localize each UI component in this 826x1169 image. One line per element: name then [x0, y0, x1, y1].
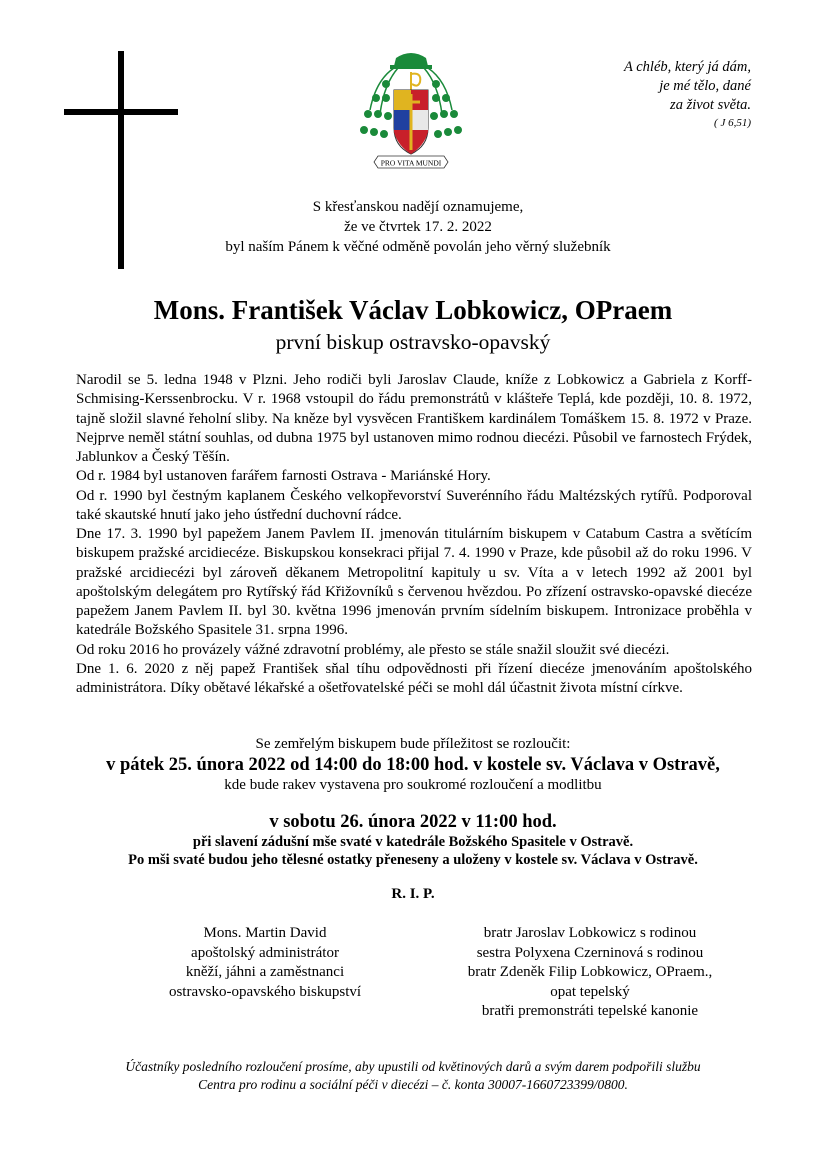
signatory-line: ostravsko-opavského biskupství	[168, 983, 362, 1000]
biography-paragraph: Od r. 1990 byl čestným kaplanem Českého velkopřevorství Suverénního řádu Maltézských rytířů. Podporoval také skautské hnutí jako jeho ústřední duchovní rádce.	[76, 487, 752, 523]
signatory-line: sestra Polyxena Czerninová s rodinou	[476, 944, 704, 961]
cross-horizontal-bar	[64, 109, 178, 115]
farewell-event-1: v pátek 25. února 2022 od 14:00 do 18:00 hod. v kostele sv. Václava v Ostravě,	[106, 755, 720, 775]
bible-quote	[624, 58, 751, 131]
signatory-line: bratr Zdeněk Filip Lobkowicz, OPraem.,	[467, 964, 713, 981]
footer-line: Centra pro rodinu a sociální péči v diecézi – č. konta 30007-1660723399/0800.	[198, 1077, 628, 1092]
farewell-event-2: v sobotu 26. února 2022 v 11:00 hod.	[269, 812, 557, 832]
farewell-event-2-note: Po mši svaté budou jeho tělesné ostatky přeneseny a uloženy v kostele sv. Václava v Ostravě.	[128, 852, 698, 868]
signatory-line: Mons. Martin David	[203, 925, 327, 941]
announcement-intro	[0, 197, 826, 257]
biography-paragraph: Dne 17. 3. 1990 byl papežem Janem Pavlem II. jmenován titulárním biskupem v Catabum Castra a světícím biskupem pražské arcidiecéze. Biskupskou konsekraci přijal 7. 4. 1990 v Praze, kde působil až do roku 1996. V pražské arcidiecézi byl zároveň děkanem Metropolitní kapituly u sv. Víta a v letech 1992 až 2001 byl apoštolským delegátem pro Rytířský řád Křižovníků s červenou hvězdou. Po zřízení ostravsko-opavské diecéze papežem Janem Pavlem II. byl 30. května 1996 jmenován prvním sídelním biskupem. Intronizace proběhla v katedrále Božského Spasitele 31. srpna 1996.	[76, 526, 752, 639]
biography	[76, 371, 752, 698]
signatories-left	[120, 924, 410, 1002]
signatory-line: kněží, jáhni a zaměstnanci	[185, 964, 345, 981]
coat-of-arms-motto: PRO VITA MUNDI	[380, 158, 442, 168]
biography-paragraph: Od r. 1984 byl ustanoven farářem farnosti Ostrava - Mariánské Hory.	[76, 468, 491, 485]
signatory-line: bratr Jaroslav Lobkowicz s rodinou	[483, 925, 697, 941]
intro-line: byl naším Pánem k věčné odměně povolán jeho věrný služebník	[225, 239, 611, 255]
intro-line: S křesťanskou nadějí oznamujeme,	[312, 199, 524, 215]
farewell-intro: Se zemřelým biskupem bude příležitost se rozloučit:	[255, 736, 571, 752]
quote-reference: ( J 6,51)	[714, 117, 751, 129]
biography-paragraph: Od roku 2016 ho provázely vážné zdravotní problémy, ale přesto se stále snažil sloužit své diecézi.	[76, 641, 670, 658]
signatories-right	[440, 924, 740, 1022]
signatory-line: bratři premonstráti tepelské kanonie	[481, 1003, 699, 1020]
quote-line: A chléb, který já dám,	[624, 59, 751, 75]
farewell-event-1-note: kde bude rakev vystavena pro soukromé rozloučení a modlitbu	[224, 777, 602, 793]
deceased-title: první biskup ostravsko-opavský	[275, 330, 551, 354]
footer-note	[0, 1058, 826, 1094]
farewell-event-2-note: při slavení zádušní mše svaté v katedrále Božského Spasitele v Ostravě.	[192, 834, 634, 850]
biography-paragraph: Narodil se 5. ledna 1948 v Plzni. Jeho rodiči byli Jaroslav Claude, kníže z Lobkowicz a Gabriela z Korff-Schmising-Kerssenbrocku. V r. 1968 vstoupil do řádu premonstrátů v klášteře Teplá, kde později, 10. 8. 1972, tajně složil slavné řeholní sliby. Na kněze byl vysvěcen Františkem kardinálem Tomáškem 15. 8. 1972 v Praze. Nejprve neměl státní souhlas, od dubna 1975 byl ustanoven mimo rodnou diecézi. Působil ve farnostech Frýdek, Jablunkov a Český Těšín.	[76, 372, 752, 465]
signatory-line: apoštolský administrátor	[191, 944, 339, 961]
quote-line: za život světa.	[670, 97, 751, 113]
coat-of-arms-icon	[356, 50, 466, 175]
biography-paragraph: Dne 1. 6. 2020 z něj papež František sňal tíhu odpovědnosti při řízení diecéze jmenováním apoštolského administrátora. Díky obětavé lékařské a ošetřovatelské péči se mohl dál účastnit života místní církve.	[76, 660, 752, 696]
rip-label: R. I. P.	[391, 886, 435, 902]
intro-line: že ve čtvrtek 17. 2. 2022	[344, 219, 492, 235]
signatory-line: opat tepelský	[550, 983, 630, 1000]
footer-line: Účastníky posledního rozloučení prosíme, aby upustili od květinových darů a svým darem podpořili službu	[125, 1059, 701, 1074]
quote-line: je mé tělo, dané	[659, 78, 751, 94]
deceased-name: Mons. František Václav Lobkowicz, OPraem	[153, 295, 673, 325]
